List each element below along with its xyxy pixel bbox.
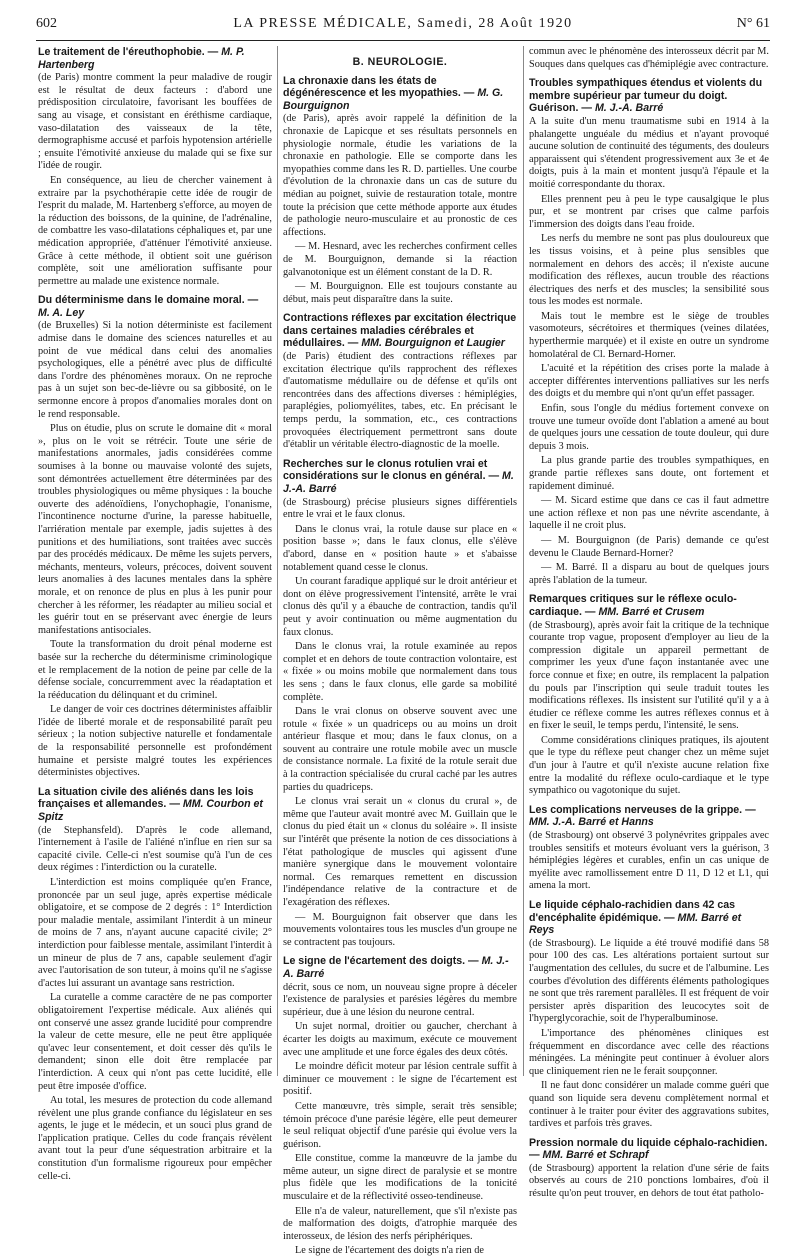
paragraph: (de Paris) montre comment la peur maladive de rougir est le résultat de deux facteurs : d'abord une prédisposition circulatoire, favorisant les bouffées de sang au visage, et consistant en éréthisme cardiaque, vaso-dilatation des vaisseaux de la tête, dermographisme accusé et parfois hypotension artérielle ; ensuite l'émotivité anxieuse du malade qui se fixe sur l'idée de rougir. [38,72,272,172]
paragraph: — M. Hesnard, avec les recherches confirment celles de M. Bourguignon, demande si la réaction galvanotonique est un élément constant de la D. R. [283,241,517,278]
article-author: MM. J.-A. Barré et Hanns [529,816,654,829]
page-number: 602 [36,16,57,31]
paragraph: — M. Sicard estime que dans ce cas il faut admettre une action réflexe et non pas une névrite ascendante, à laquelle il ne croit plus. [529,495,769,532]
article-author: M. A. Ley [38,306,85,319]
page-header [36,16,770,38]
paragraph: Comme considérations cliniques pratiques, ils ajoutent que le type du réflexe peut changer chez un même sujet d'un jour à l'autre et qu'il n'existe aucune relation fixe entre la modalité du réflexe oculo-cardiaque et le type sympathico ou vagotonique du sujet. [529,734,769,797]
paragraph: Dans le clonus vrai, la rotule examinée au repos complet et en dehors de toute contraction volontaire, est « fixée » ou moins mobile que normalement dans tous les sens ; dans le faux clonus, elle garde sa mobilité complète. [283,641,517,703]
article-author: M. J.-A. Barré [283,470,514,495]
article-title: Pression normale du liquide céphalo-rachidien. — MM. Barré et Schrapf [529,1136,768,1162]
paragraph: L'acuité et la répétition des crises porte la malade à accepter différentes interventions palliatives sur les nerfs des doigts et du membre qui n'ont qu'un effet passager. [529,363,769,400]
paragraph: — M. Bourguignon fait observer que dans les mouvements volontaires tous les muscles d'un groupe ne se contractent pas toujours. [283,911,517,948]
article-author: MM. Barré et Reys [529,911,742,937]
article-author: M. P. Hartenberg [38,46,245,71]
article-author: M. J.-A. Barré [283,955,509,980]
paragraph: A la suite d'un menu traumatisme subi en 1914 à la phalangette unguéale du médius et n'ayant provoqué aucune solution de continuité des téguments, des douleurs apparaissent qui s'étendent progressivement aux 3e et 4e doigts, puis à la main et montent jusqu'à l'épaule et la moitié correspondante du thorax. [529,115,769,190]
article-title: Troubles sympathiques étendus et violents du membre supérieur par tumeur du doigt. Guérison. — M. J.-A. Barré [529,77,763,115]
paragraph: — M. Bourguignon. Elle est toujours constante au début, mais peut disparaître dans la suite. [283,281,517,305]
paragraph: En conséquence, au lieu de chercher vainement à extraire par la psychothérapie cette idée de rougir de l'esprit du malade, M. Hartenberg s'efforce, au moyen de la réduction des boissons, de la quinine, de l'adrénaline, de combattre les vaso-dilatations céphaliques et, par une médication appropriée, d'atténuer l'émotivité anxieuse. Grâce à cette méthode, il obtient soit une guérison complète, soit une amélioration suffisante pour permettre au malade une existence normale. [38,174,272,287]
paragraph: Au total, les mesures de protection du code allemand révèlent une plus grande confiance du législateur en ses agents, le juge et le médecin, et un souci plus grand de l'application pratique. Celles du code français révèlent avant tout la peur d'une séquestration arbitraire et la constitution d'un formalisme rigoureux pour empêcher celle-ci. [38,1095,272,1182]
paragraph: — M. Barré. Il a disparu au bout de quelques jours après l'ablation de la tumeur. [529,562,769,586]
article-title: Le liquide céphalo-rachidien dans 42 cas d'encéphalite épidémique. — MM. Barré et Reys [529,899,742,937]
article-title: La situation civile des aliénés dans les lois françaises et allemandes. — MM. Courbon et Spitz [38,785,263,824]
article-title: Contractions réflexes par excitation électrique dans certaines maladies cérébrales et médullaires. — MM. Bourguignon et Laugier [283,312,517,350]
journal-title: LA PRESSE MÉDICALE, Samedi, 28 Août 1920 [233,16,573,31]
paragraph: Dans le clonus vrai, la rotule dause sur place en « position basse »; dans le faux clonus, elle s'élève d'abord, danse en « position haute » et s'abaisse notablement quand cesse le clonus. [283,523,517,573]
header-rule [36,40,770,41]
article-author: MM. Courbon et Spitz [38,798,263,824]
paragraph: (de Strasbourg) ont observé 3 polynévrites grippales avec troubles sensitifs et moteurs évoluant vers la guérison, 3 hémiplégies légères et curables, enfin un cas unique de myélite avec ramollissement entre D 11, D 12 et L1, qui amena la mort. [529,830,769,892]
article-title: Le traitement de l'éreuthophobie. — M. P. Hartenberg [38,46,245,71]
paragraph: Le moindre déficit moteur par lésion centrale suffit à diminuer ce mouvement : le signe de l'écartement est positif. [283,1061,517,1098]
paragraph: Le danger de voir ces doctrines déterministes affaiblir l'idée de liberté morale et de responsabilité paraît peu sérieux ; la notion subjective naturelle et fondamentale de la responsabilité personnelle est profondément humaine et persiste malgré toutes les expériences déterministes objectives. [38,704,272,779]
paragraph: Un courant faradique appliqué sur le droit antérieur et dont on élève progressivement l'intensité, arrête le vrai clonus dès qu'il y a ébauche de contraction, tandis qu'il peut y avoir continuation ou même augmentation du faux clonus. [283,576,517,638]
paragraph: Les nerfs du membre ne sont pas plus douloureux que les tissus voisins, et à peine plus sensibles que normalement en dehors des accès; il n'existe aucune modification des réflexes, aucun trouble des réactions électriques des nerfs et des muscles; la sensibilité sous tous les modes est normale. [529,233,769,308]
paragraph: — M. Bourguignon (de Paris) demande ce qu'est devenu le Claude Bernard-Horner? [529,534,769,559]
paragraph: décrit, sous ce nom, un nouveau signe propre à déceler l'existence de paralysies et parésies légères du membre supérieur, due à une lésion du neurone central. [283,981,517,1018]
section-heading: B. NEUROLOGIE. [352,56,448,68]
paragraph: Toute la transformation du droit pénal moderne est basée sur la recherche du déterminisme criminologique et le remplacement de la notion de peine par celle de la défense sociale, concurremment avec la réadaptation et la rééducation du délinquant et du criminel. [38,639,272,701]
paragraph: Plus on étudie, plus on scrute le domaine dit « moral », plus on le voit se rétrécir. Toute une série de manifestations anormales, jadis considérées comme soumises à la bonne ou mauvaise volonté des sujets, sont démontrées actuellement être déterminées par des troubles physiologiques ou même physiques : la bouche ouverte des adénoïdiens, l'onychophagie, l'onanisme, l'incontinence nocturne d'urine, la paresse habituelle, l'arriération mentale par exemple, jadis sujettes à des punitions et des humiliations, sont traitées avec succès par des procédés médicaux. De même les sujets pervers, méchants, menteurs, voleurs, précoces, doivent souvent leurs anomalies à des lacunes mentales dans la sphère morale, et on renonce de plus en plus à les punir pour chercher à les réformer, les réadapter au milieu social et les guérir tout en se préservant avec énergie de leurs manifestations antisociales. [38,423,272,636]
paragraph: Il ne faut donc considérer un malade comme guéri que quand son liquide sera devenu complètement normal et continuer à le traiter pour éviter des aggravations subites, tardives et parfois très graves. [529,1080,769,1130]
article-title: Remarques critiques sur le réflexe oculo-cardiaque. — MM. Barré et Crusem [529,593,737,618]
paragraph: L'interdiction est moins compliquée qu'en France, prononcée par un seul juge, après expertise médicale obligatoire, et se compose de 2 degrés : 1° Interdiction pour maladie mentale, assimilant l'interdit à un mineur de moins de 7 ans, n'ayant aucune capacité civile; 2° interdiction pour faiblesse mentale, assimilant l'interdit à un mineur de plus de 7 ans, capable seulement d'agir avec l'autorisation de son tuteur, à moins qu'il ne s'agisse d'actes lui assurant un avantage sans restriction. [38,877,272,989]
column-divider [277,46,278,1076]
article-title: Du déterminisme dans le domaine moral. — M. A. Ley [38,294,259,319]
column-middle [283,46,517,1257]
paragraph: (de Paris) étudient des contractions réflexes par excitation électrique qu'ils rapprochent des réflexes d'automatisme médullaire ou de défense et qu'ils ont rencontrées dans des affections diverses : hémiplégies, paraplégies, poliomyélites, tabes, etc. En précisant le temps perdu, la sommation, etc., ces contractions provoquées électriquement permettront sans doute d'établir un véritable électro-diagnostic de la moelle. [283,351,517,451]
paragraph: (de Strasbourg) apportent la relation d'une série de faits observés au cours de 210 ponctions lombaires, d'où il résulte qu'on peut trouver, en dehors de tout état patholo- [529,1162,769,1200]
issue-number: N° 61 [736,16,770,31]
article-title: Les complications nerveuses de la grippe. — MM. J.-A. Barré et Hanns [529,803,756,829]
paragraph: Cette manœuvre, très simple, serait très sensible; témoin précoce d'une parésie légère, elle peut demeurer le seul reliquat objectif d'une parésie qui évolue vers la guérison. [283,1100,517,1150]
paragraph: Enfin, sous l'ongle du médius fortement convexe on trouve une tumeur ovoïde dont l'ablation a amené au bout de quelques jours une cessation de toute douleur, qui dure depuis 3 mois. [529,403,769,452]
article-author: MM. Bourguignon et Laugier [361,337,505,350]
paragraph: (de Stephansfeld). D'après le code allemand, l'internement à l'asile de l'aliéné n'influe en rien sur sa capacité civile. Celle-ci n'est soumise qu'à l'un de ces deux régimes : l'interdiction ou la curatelle. [38,824,272,874]
article-author: MM. Barré et Schrapf [542,1149,649,1162]
article-title: La chronaxie dans les états de dégénérescence et les myopathies. — M. G. Bourguignon [283,74,504,112]
article-author: MM. Barré et Crusem [598,605,705,618]
paragraph: (de Strasbourg). Le liquide a été trouvé modifié dans 58 pour 100 des cas. Les altérations portaient surtout sur l'augmentation des cellules, du sucre et de l'albumine. Les courbes d'évolution des différents éléments pathologiques ne sont que très rarement parallèles. Il est fréquent de voir persister après disparition des leucocytes soit de l'hyperglycorachie, soit de l'hyperalbuminose. [529,937,769,1025]
paragraph: Dans le vrai clonus on observe souvent avec une rotule « fixée » un quadriceps ou au moins un droit antérieur flasque et mou; dans le faux clonus, on a souvent au contraire une rotule mobile avec un muscle de consistance normale. La fixité de la rotule serait due à la contraction spécialisée du crural caché par les autres parties du quadriceps. [283,706,517,793]
paragraph: (de Bruxelles) Si la notion déterministe est facilement admise dans le domaine des sciences naturelles et au point de vue médical dans celui des anomalies psychologiques, elle a pénétré avec plus de difficulté dans l'ordre des phénomènes moraux. On ne reproche pas à un sujet son bec-de-lièvre ou sa gibbosité, on le sermonne encore à propos d'anomalies morales dont on le rend responsable. [38,320,272,420]
paragraph: L'importance des phénomènes cliniques est fréquemment en discordance avec celle des réactions méningées. La méningite peut continuer à évoluer alors que cliniquement rien ne le ferait soupçonner. [529,1027,769,1077]
paragraph: commun avec le phénomène des interosseux décrit par M. Souques dans quelques cas d'hémiplégie avec contracture. [529,46,769,70]
article-title: Le signe de l'écartement des doigts. — M. J.-A. Barré [283,955,509,980]
column-left [38,46,272,1182]
paragraph: Un sujet normal, droitier ou gaucher, cherchant à écarter les doigts au maximum, exécute ce mouvement avec une amplitude et une force égales des deux côtés. [283,1021,517,1058]
article-title: Recherches sur le clonus rotulien vrai et considérations sur le clonus en général. — M. J.-A. Barré [283,457,514,495]
paragraph: La plus grande partie des troubles sympathiques, en grande partie réflexes sans doute, ont fortement et rapidement diminué. [529,455,769,492]
paragraph: Le clonus vrai serait un « clonus du crural », de même que l'auteur avait montré avec M. Guillain que le clonus du pied était un « clonus du soléaire ». Il insiste sur l'intérêt que présente la notion de ces dissociations à l'état pathologique de muscles qui agissent d'une manière synergique dans le mouvement volontaire normal. Ces remarques remettent en discussion l'indépendance relative de la contracture et de l'exagération des réflexes. [283,796,517,908]
paragraph: Elle constitue, comme la manœuvre de la jambe du même auteur, un signe direct de paralysie et se montre plus fidèle que les modifications de la tonicité musculaire et de la réflectivité osseo-tendineuse. [283,1153,517,1203]
paragraph: Mais tout le membre est le siège de troubles vasomoteurs, sécrétoires et thermiques (veines dilatées, hyperthermie marquée) et il existe en outre un syndrome homolatéral de Cl. Bernard-Horner. [529,310,769,360]
column-right [529,46,769,1200]
paragraph: Elle n'a de valeur, naturellement, que s'il n'existe pas de malformation des doigts, d'atrophie marquée des interosseux, de lésion des nerfs périphériques. [283,1205,517,1242]
column-divider [523,46,524,1076]
paragraph: Elles prennent peu à peu le type causalgique le plus pur, et se montrent par crises que calme parfois l'immersion des doigts dans l'eau froide. [529,193,769,230]
article-author: M. J.-A. Barré [594,102,664,115]
paragraph: La curatelle a comme caractère de ne pas comporter obligatoirement l'expertise médicale. Aux aliénés qui ont conservé une assez grande lucidité pour comprendre la valeur de cette mesure, elle ne peut être appliquée qu'avec leur consentement, et doit cesser dès qu'ils le demandent; sinon elle doit être remplacée par l'interdiction. A ceux qui n'ont pas cette lucidité, elle peut être imposée d'office. [38,992,272,1092]
paragraph: (de Strasbourg) précise plusieurs signes différentiels entre le vrai et le faux clonus. [283,496,517,521]
paragraph: (de Strasbourg), après avoir fait la critique de la technique courante trop vague, proposent d'employer au lieu de la compression digitale un appareil permettant de comprimer les yeux d'une façon instantanée avec une force connue et fixe; en outre, ils remplacent la palpation du pouls par l'inscription qui seule traduit toutes les modifications réflexes. Ils insistent sur l'utilité qu'il y a à étudier ce réflexe comme les autres réflexes connus et à en fixer le seuil, le temps perdu, l'intensité, le sens. [529,619,769,732]
paragraph: (de Paris), après avoir rappelé la définition de la chronaxie de Lapicque et ses résultats personnels en physiologie normale, étudie les variations de la chronaxie en pathologie. Elle se comporte dans les myopathies comme dans les R. D. partielles. Une courbe d'évolution de la chronaxie dans un cas de suture du médian au poignet, suivie de restauration totale, montre toute la précision que cette méthode apporte aux études de pathologie neuro-musculaire et au pronostic de ces affections. [283,113,517,238]
paragraph: Le signe de l'écartement des doigts n'a rien de [295,1245,484,1257]
article-author: M. G. Bourguignon [283,87,504,112]
